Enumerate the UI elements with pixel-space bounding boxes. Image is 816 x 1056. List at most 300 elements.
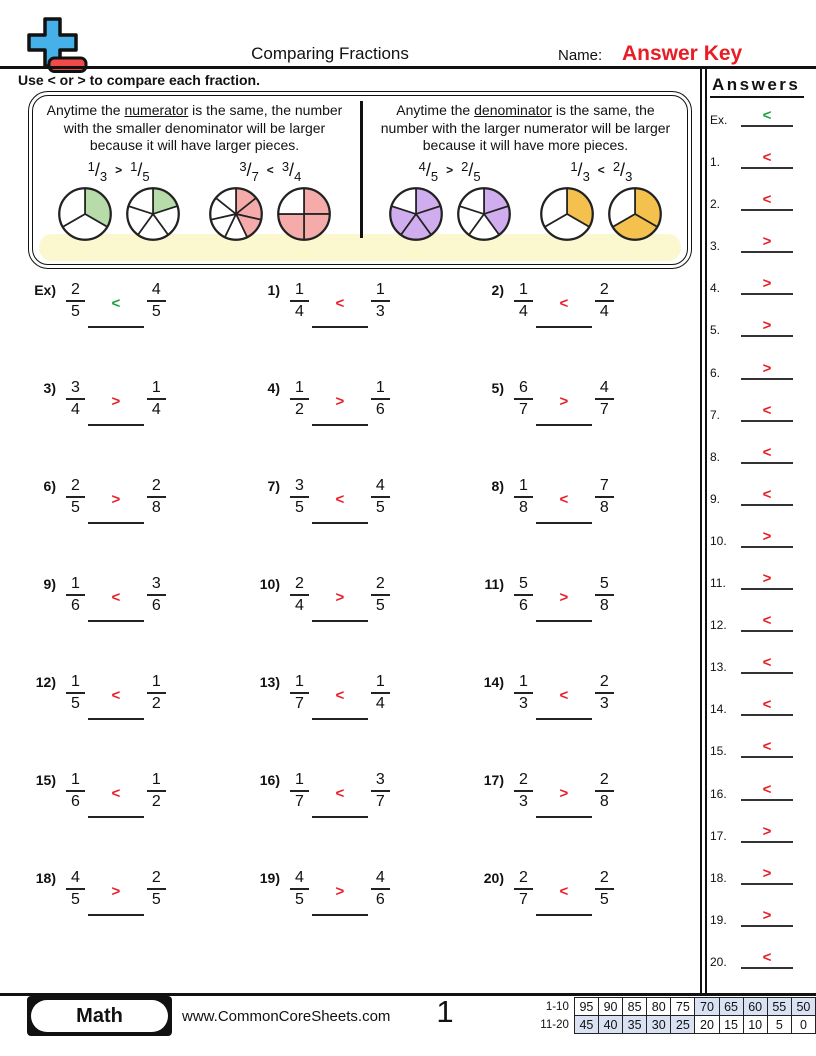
stacked-fraction [595,672,614,714]
pie-pair [57,186,181,242]
stacked-fraction [595,280,614,322]
answer-symbol: < [762,107,772,124]
fraction-numerator: 2 [461,158,469,174]
answer-number: 4. [710,281,721,296]
grade-cell: 15 [719,1016,743,1034]
fraction-numerator: 1 [371,280,390,302]
fraction-denominator: 5 [295,499,304,516]
answer-row [710,696,794,716]
fraction-numerator: 1 [87,158,95,174]
fraction-numerator: 6 [514,378,533,400]
fraction-numerator: 1 [147,378,166,400]
answer-row [710,612,794,632]
stacked-fraction [514,868,533,910]
problem [22,378,246,476]
fraction-pie-chart [276,186,332,242]
fraction-denominator: 6 [71,597,80,614]
stacked-fraction [514,770,533,812]
grade-cell: 20 [695,1016,719,1034]
answer-line [741,654,793,674]
problem-number: 1) [267,282,280,298]
fraction-numerator: 1 [66,672,85,694]
fraction-pie-chart [607,186,663,242]
fraction-slash: / [425,159,431,180]
fraction-pie-chart [125,186,181,242]
answer-line [741,823,793,843]
problem [246,476,470,574]
answer-blank [88,280,144,328]
name-label: Name: [558,47,603,64]
answer-symbol: < [762,948,772,966]
answer-line [741,275,793,295]
fraction-numerator: 2 [371,574,390,596]
answer-symbol: > [762,527,772,545]
answer-number: 5. [710,323,721,338]
answer-symbol: < [762,191,772,209]
grade-cell: 30 [647,1016,671,1034]
answer-symbol: < [762,612,772,630]
answer-symbol: < [762,149,772,167]
slash-fraction [281,158,302,184]
fraction-pie-chart [456,186,512,242]
answer-line [741,570,793,590]
comparison-answer: < [335,294,345,312]
fraction-denominator: 5 [71,695,80,712]
stacked-fraction [66,378,85,420]
problem-number: 6) [43,478,56,494]
fraction-numerator: 2 [147,868,166,890]
fraction-pie-chart [57,186,113,242]
fraction-numerator: 1 [290,280,309,302]
answer-blank [88,574,144,622]
fraction-denominator: 4 [294,168,302,184]
fraction-denominator: 4 [295,303,304,320]
problem [246,868,470,966]
grade-cell: 0 [791,1016,815,1034]
problem [22,672,246,770]
answer-symbol: < [762,485,772,503]
stacked-fraction [147,574,166,616]
problem [470,868,694,966]
fraction-denominator: 5 [142,168,150,184]
stacked-fraction [595,378,614,420]
answer-row [710,654,794,674]
stacked-fraction [66,476,85,518]
problem [470,672,694,770]
fraction-slash: / [620,159,626,180]
grade-cell: 55 [767,998,791,1016]
grade-cell: 40 [598,1016,622,1034]
header-divider [0,66,816,69]
subject-label: Math [31,1000,168,1032]
answer-blank [88,868,144,916]
pie-pair [388,186,512,242]
answer-row [710,823,794,843]
stacked-fraction [147,868,166,910]
grade-cell: 60 [743,998,767,1016]
answer-row [710,402,794,422]
fraction-pie-chart [208,186,264,242]
answer-number: 2. [710,197,721,212]
example-comparison [57,160,181,242]
fraction-denominator: 5 [295,891,304,908]
fraction-denominator: 8 [599,499,609,516]
fraction-numerator: 2 [514,770,533,792]
stacked-fraction [147,770,166,812]
fraction-denominator: 6 [375,401,385,418]
problem [246,770,470,868]
problem [22,868,246,966]
answer-blank [312,770,368,818]
fraction-denominator: 8 [599,793,609,810]
stacked-fraction [290,868,309,910]
fraction-numerator: 1 [514,280,533,302]
comparison-answer: < [111,588,121,606]
answer-symbol: < [762,654,772,672]
stacked-fraction [371,378,390,420]
fraction-numerator: 4 [371,868,390,890]
fraction-numerator: 1 [290,770,309,792]
problem-number: 4) [267,380,280,396]
fraction-denominator: 7 [295,793,304,810]
answer-blank [312,280,368,328]
fraction-slash: / [94,159,100,180]
problem-number: 5) [491,380,504,396]
fraction-slash: / [137,159,143,180]
fraction-numerator: 1 [147,770,166,792]
fraction-numerator: 1 [514,672,533,694]
answer-line [741,486,793,506]
comparison-answer: < [111,294,121,312]
stacked-fraction [514,672,533,714]
fraction-denominator: 4 [375,695,385,712]
comparison-operator: < [266,163,274,178]
answer-line [741,317,793,337]
answer-row [710,191,794,211]
answer-row [710,444,794,464]
stacked-fraction [290,574,309,616]
problem-number: 18) [35,870,56,886]
stacked-fraction [371,574,390,616]
example-comparison [539,160,663,242]
comparison-answer: > [111,392,121,410]
page-title: Comparing Fractions [251,44,409,63]
answer-line [741,907,793,927]
comparison-answer: > [559,784,569,802]
problem [22,770,246,868]
answer-line [741,738,793,758]
grade-row [531,998,816,1016]
answer-line [741,191,793,211]
grade-cell: 45 [574,1016,598,1034]
problems-grid [22,280,694,966]
fraction-numerator: 2 [66,280,85,302]
denominator-rule-half [360,92,691,268]
fraction-numerator: 3 [281,158,290,174]
answer-line [741,233,793,253]
problem-number: Ex) [34,282,56,298]
comparison-answer: < [111,784,121,802]
problem-number: 14) [483,674,504,690]
answer-line [741,865,793,885]
fraction-slash: / [246,159,252,180]
answer-symbol: < [762,401,772,419]
answer-line [741,402,793,422]
fraction-denominator: 3 [625,168,633,184]
fraction-pie-chart [388,186,444,242]
fraction-numerator: 2 [612,158,621,174]
fraction-numerator: 1 [514,476,533,498]
stacked-fraction [66,574,85,616]
answer-line [741,612,793,632]
stacked-fraction [371,476,390,518]
answer-line [741,360,793,380]
fraction-denominator: 5 [473,168,481,184]
fraction-numerator: 1 [66,574,85,596]
answer-blank [312,476,368,524]
answer-row [710,149,794,169]
stacked-fraction [66,770,85,812]
fraction-denominator: 4 [295,597,304,614]
slash-fraction [87,158,108,184]
problem-number: 13) [259,674,280,690]
comparison-answer: < [559,294,569,312]
fraction-denominator: 3 [99,168,108,184]
fraction-denominator: 3 [519,695,528,712]
fraction-denominator: 5 [375,499,385,516]
answer-blank [88,378,144,426]
slash-fraction [570,158,590,184]
stacked-fraction [290,378,309,420]
fraction-denominator: 8 [599,597,609,614]
answer-row [710,360,794,380]
answer-symbol: > [762,233,772,251]
comparison-answer: > [335,392,345,410]
stacked-fraction [66,280,85,322]
answer-row [710,570,794,590]
answer-key-label: Answer Key [622,42,743,65]
answers-title: Answers [710,75,804,98]
grade-row-label: 1-10 [545,1000,569,1013]
comparison-answer: < [335,490,345,508]
fraction-numerator: 2 [66,476,85,498]
fraction-numerator: 2 [595,280,614,302]
grade-cell: 95 [574,998,598,1016]
comparison-answer: > [335,588,345,606]
answer-blank [312,378,368,426]
example-comparison [208,160,332,242]
problem [246,280,470,378]
grade-row [531,1016,816,1034]
fraction-numerator: 4 [66,868,85,890]
stacked-fraction [147,476,166,518]
fraction-denominator: 3 [519,793,528,810]
fraction-denominator: 5 [151,303,161,320]
answer-number: 19. [710,912,727,927]
stacked-fraction [290,672,309,714]
answer-number: Ex. [710,113,728,127]
answer-row [710,107,794,127]
stacked-fraction [290,280,309,322]
comparison-answer: > [559,392,569,410]
problem [470,770,694,868]
answer-blank [536,868,592,916]
comparison-answer: > [111,882,121,900]
stacked-fraction [514,280,533,322]
answer-number: 9. [710,491,721,506]
fraction-numerator: 2 [595,672,614,694]
fraction-denominator: 5 [430,168,439,184]
answer-number: 15. [710,744,727,759]
grade-cell: 10 [743,1016,767,1034]
answer-number: 17. [710,828,727,843]
answer-blank [88,672,144,720]
slash-fraction [461,158,481,184]
answer-row [710,949,794,969]
problem-number: 2) [491,282,504,298]
answer-blank [536,672,592,720]
answer-blank [536,574,592,622]
numerator-rule-text: Anytime the numerator is the same, the number with the smaller denominator will be larger because it will have larger pieces. [46,102,343,154]
answer-line [741,528,793,548]
fraction-numerator: 1 [290,378,309,400]
answer-row [710,233,794,253]
fraction-denominator: 6 [151,597,161,614]
stacked-fraction [66,672,85,714]
fraction-denominator: 4 [71,401,80,418]
fraction-denominator: 5 [71,891,80,908]
stacked-fraction [290,476,309,518]
problem [246,672,470,770]
fraction-pie-chart [539,186,595,242]
stacked-fraction [595,476,614,518]
stacked-fraction [514,476,533,518]
answer-row [710,907,794,927]
slash-fraction [418,158,439,184]
answer-line [741,949,793,969]
comparison-operator: > [115,163,123,178]
answer-number: 7. [710,407,721,422]
answer-row [710,528,794,548]
numerator-rule-half [29,92,360,268]
answer-number: 8. [710,449,721,464]
grade-cell: 5 [767,1016,791,1034]
problem [470,476,694,574]
problem-number: 15) [35,772,56,788]
problem-number: 11) [484,576,504,592]
fraction-numerator: 4 [147,280,166,302]
fraction-numerator: 2 [514,868,533,890]
fraction-numerator: 2 [290,574,309,596]
site-url: www.CommonCoreSheets.com [182,1008,391,1025]
fraction-slash: / [289,159,295,180]
fraction-denominator: 3 [599,695,609,712]
grade-cell: 25 [671,1016,695,1034]
answer-number: 3. [710,239,721,254]
problem [470,280,694,378]
answer-number: 6. [710,365,721,380]
problem-number: 19) [259,870,280,886]
answer-symbol: > [762,864,772,882]
answer-row [710,865,794,885]
fraction-denominator: 7 [295,695,304,712]
grade-cell: 50 [791,998,815,1016]
grade-cell: 80 [647,998,671,1016]
fraction-denominator: 5 [71,499,80,516]
answer-blank [88,770,144,818]
fraction-numerator: 1 [371,672,390,694]
answer-symbol: < [762,696,772,714]
answer-number: 1. [710,155,721,170]
problem [22,476,246,574]
explanation-box [28,91,692,269]
answer-line [741,696,793,716]
answer-symbol: > [762,906,772,924]
fraction-numerator: 2 [595,770,614,792]
page-number: 1 [436,994,454,1029]
comparison-answer: > [111,490,121,508]
answer-symbol: < [762,443,772,461]
answer-blank [88,476,144,524]
problem [470,574,694,672]
plus-minus-logo-icon [18,14,90,81]
example-comparison [388,160,512,242]
fraction-denominator: 7 [519,401,528,418]
slash-fraction [239,158,259,184]
comparison-answer: > [335,882,345,900]
stacked-fraction [290,770,309,812]
stacked-fraction [371,868,390,910]
fraction-numerator: 5 [514,574,533,596]
answer-blank [312,574,368,622]
comparison-answer: < [559,882,569,900]
problem [22,280,246,378]
fraction-numerator: 3 [290,476,309,498]
fraction-numerator: 3 [371,770,390,792]
stacked-fraction [371,280,390,322]
example-fractions [87,158,150,184]
fraction-denominator: 2 [151,695,161,712]
fraction-numerator: 4 [418,158,426,174]
fraction-denominator: 4 [151,401,161,418]
answer-row [710,781,794,801]
instruction-line: Use < or > to compare each fraction. [18,72,260,88]
problem-number: 8) [491,478,504,494]
fraction-slash: / [468,159,474,180]
fraction-numerator: 3 [147,574,166,596]
answer-number: 13. [710,660,727,675]
fraction-denominator: 2 [151,793,161,810]
stacked-fraction [595,770,614,812]
stacked-fraction [66,868,85,910]
stacked-fraction [514,378,533,420]
problem-number: 16) [259,772,280,788]
fraction-slash: / [577,159,583,180]
box-divider [360,101,363,238]
stacked-fraction [147,280,166,322]
fraction-numerator: 7 [595,476,614,498]
pie-pair [539,186,663,242]
fraction-denominator: 7 [375,793,385,810]
answer-symbol: < [762,738,772,756]
fraction-numerator: 1 [371,378,390,400]
answer-symbol: > [762,570,772,588]
answer-blank [312,868,368,916]
pie-pair [208,186,332,242]
grade-cell: 65 [719,998,743,1016]
grade-cell: 35 [623,1016,647,1034]
stacked-fraction [595,574,614,616]
